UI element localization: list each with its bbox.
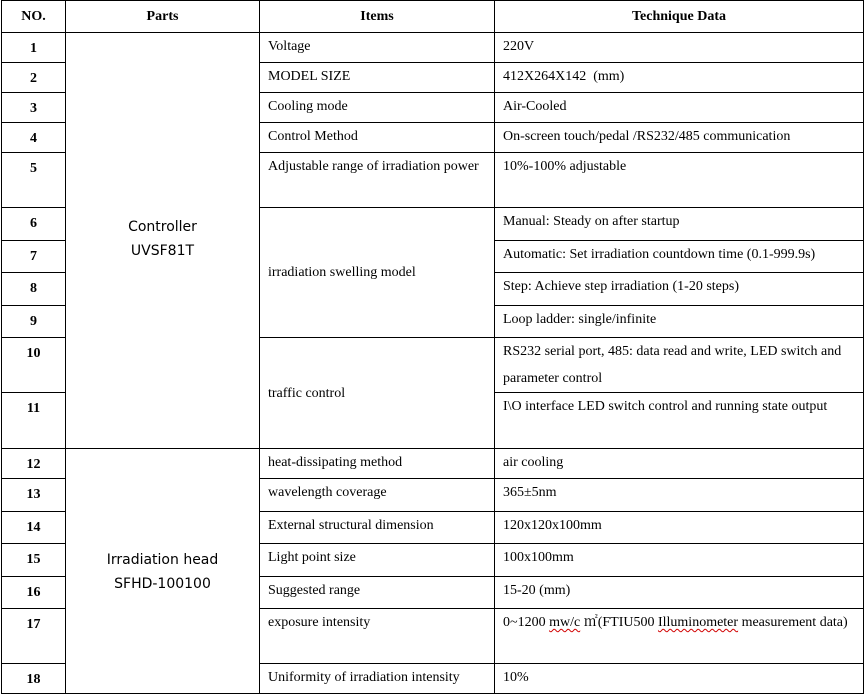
row-data [495, 609, 864, 664]
row-data: air cooling [495, 449, 864, 479]
row-data: Automatic: Set irradiation countdown time (0.1-999.9s) [495, 241, 864, 273]
row-item: MODEL SIZE [260, 63, 495, 93]
row-data: Loop ladder: single/infinite [495, 306, 864, 338]
row-no: 15 [2, 544, 66, 577]
header-items: Items [260, 1, 495, 33]
row-no: 4 [2, 123, 66, 153]
row-item: Suggested range [260, 577, 495, 609]
data-word-misspelled: Illuminometer [657, 615, 739, 630]
row-item: Light point size [260, 544, 495, 577]
row-no: 16 [2, 577, 66, 609]
row-item: exposure intensity [260, 609, 495, 664]
header-row [2, 1, 864, 33]
part-controller [66, 33, 260, 449]
row-item: Voltage [260, 33, 495, 63]
row-no: 12 [2, 449, 66, 479]
row-no: 1 [2, 33, 66, 63]
header-technique: Technique Data [495, 1, 864, 33]
table-row [2, 449, 864, 479]
data-post: measurement data) [738, 615, 848, 630]
row-no: 11 [2, 393, 66, 449]
row-no: 8 [2, 273, 66, 306]
row-item: Control Method [260, 123, 495, 153]
row-data: 365±5nm [495, 479, 864, 512]
row-no: 6 [2, 208, 66, 241]
row-no: 10 [2, 338, 66, 393]
row-item: Adjustable range of irradiation power [260, 153, 495, 208]
data-unit: ㎡ [580, 615, 598, 630]
row-data: 120x120x100mm [495, 512, 864, 544]
part-controller-model: UVSF81T [130, 243, 195, 259]
row-no: 7 [2, 241, 66, 273]
row-data: 10%-100% adjustable [495, 153, 864, 208]
row-data: 412X264X142 (mm) [495, 63, 864, 93]
data-pre: 0~1200 [503, 615, 550, 630]
row-item: wavelength coverage [260, 479, 495, 512]
data-mid: (FTIU500 [597, 615, 658, 630]
row-no: 3 [2, 93, 66, 123]
row-no: 9 [2, 306, 66, 338]
part-controller-name: Controller [128, 219, 197, 235]
row-item: External structural dimension [260, 512, 495, 544]
row-item: Cooling mode [260, 93, 495, 123]
row-data: RS232 serial port, 485: data read and write, LED switch and parameter control [495, 338, 864, 393]
header-parts: Parts [66, 1, 260, 33]
part-irradiation-head [66, 449, 260, 694]
row-no: 2 [2, 63, 66, 93]
row-data: 10% [495, 664, 864, 694]
row-item: traffic control [260, 338, 495, 449]
row-data: Step: Achieve step irradiation (1-20 steps) [495, 273, 864, 306]
row-data: 15-20 (mm) [495, 577, 864, 609]
data-unit-misspelled: mw/c [549, 615, 581, 630]
spec-table [1, 0, 864, 694]
table-row [2, 33, 864, 63]
row-data: 220V [495, 33, 864, 63]
row-data: On-screen touch/pedal /RS232/485 communication [495, 123, 864, 153]
row-no: 5 [2, 153, 66, 208]
part-head-model: SFHD-100100 [114, 576, 211, 592]
row-item: irradiation swelling model [260, 208, 495, 338]
row-no: 17 [2, 609, 66, 664]
row-item: heat-dissipating method [260, 449, 495, 479]
row-data: 100x100mm [495, 544, 864, 577]
row-data: I\O interface LED switch control and running state output [495, 393, 864, 449]
row-data: Air-Cooled [495, 93, 864, 123]
row-data: Manual: Steady on after startup [495, 208, 864, 241]
part-head-name: Irradiation head [106, 552, 219, 568]
row-no: 18 [2, 664, 66, 694]
row-no: 14 [2, 512, 66, 544]
row-no: 13 [2, 479, 66, 512]
row-item: Uniformity of irradiation intensity [260, 664, 495, 694]
header-no: NO. [2, 1, 66, 33]
